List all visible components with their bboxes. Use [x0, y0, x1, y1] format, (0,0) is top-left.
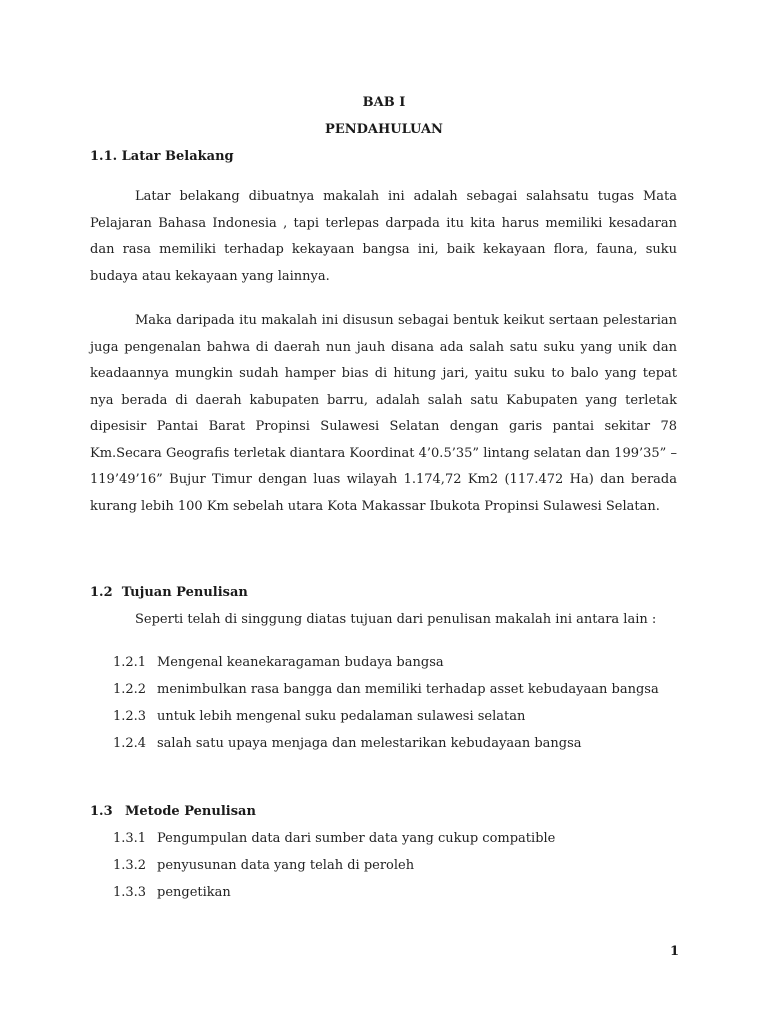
list-item-number: 1.3.3 — [113, 885, 147, 900]
list-item-text: penyusunan data yang telah di peroleh — [157, 858, 415, 873]
section-1-1-heading: 1.1. Latar Belakang — [90, 149, 234, 164]
section-1-2-title: Tujuan Penulisan — [121, 585, 248, 600]
list-item-text: menimbulkan rasa bangga dan memiliki terhadap asset kebudayaan bangsa — [157, 682, 659, 697]
section-1-3-number: 1.3 — [90, 804, 113, 819]
list-item-text: Pengumpulan data dari sumber data yang cukup compatible — [157, 831, 556, 846]
list-item-number: 1.3.2 — [113, 858, 147, 873]
section-1-3-heading — [90, 804, 256, 819]
list-item — [113, 858, 414, 873]
list-item-number: 1.2.4 — [113, 736, 147, 751]
list-item-text: untuk lebih mengenal suku pedalaman sulawesi selatan — [157, 709, 526, 724]
section-1-1-paragraph-2: Maka daripada itu makalah ini disusun sebagai bentuk keikut sertaan pelestarian juga pengenalan bahwa di daerah nun jauh disana ada salah satu suku yang unik dan keadaannya mungkin sudah hamper bias di hitung jari, yaitu suku to balo yang tepat nya berada di daerah kabupaten barru, adalah salah satu Kabupaten yang terletak dipesisir Pantai Barat Propinsi Sulawesi Selatan dengan garis pantai sekitar 78 Km.Secara Geografis terletak diantara Koordinat 4’0.5’35” lintang selatan dan 199’35” – 119’49’16” Bujur Timur dengan luas wilayah 1.174,72 Km2 (117.472 Ha) dan berada kurang lebih 100 Km sebelah utara Kota Makassar Ibukota Propinsi Sulawesi Selatan. — [90, 313, 677, 514]
section-1-2-number: 1.2 — [90, 585, 113, 600]
section-1-3-title: Metode Penulisan — [125, 804, 256, 819]
list-item — [113, 736, 582, 751]
list-item-text: Mengenal keanekaragaman budaya bangsa — [157, 655, 444, 670]
list-item — [113, 682, 659, 697]
list-item-number: 1.2.2 — [113, 682, 147, 697]
list-item-number: 1.2.1 — [113, 655, 147, 670]
list-item — [113, 709, 525, 724]
section-1-1-paragraph-1: Latar belakang dibuatnya makalah ini adalah sebagai salahsatu tugas Mata Pelajaran Bahasa Indonesia , tapi terlepas darpada itu kita harus memiliki kesadaran dan rasa memiliki terhadap kekayaan bangsa ini, baik kekayaan flora, fauna, suku budaya atau kekayaan yang lainnya. — [90, 189, 677, 284]
list-item — [113, 655, 444, 670]
list-item-number: 1.3.1 — [113, 831, 147, 846]
page-number: 1 — [670, 944, 680, 959]
chapter-title: PENDAHULUAN — [325, 122, 443, 137]
section-1-2-heading — [90, 585, 248, 600]
section-1-2-intro: Seperti telah di singgung diatas tujuan dari penulisan makalah ini antara lain : — [135, 612, 657, 627]
list-item-text: pengetikan — [157, 885, 231, 900]
list-item — [113, 885, 231, 900]
chapter-label: BAB I — [362, 95, 406, 110]
list-item — [113, 831, 555, 846]
list-item-number: 1.2.3 — [113, 709, 147, 724]
list-item-text: salah satu upaya menjaga dan melestarikan kebudayaan bangsa — [157, 736, 582, 751]
